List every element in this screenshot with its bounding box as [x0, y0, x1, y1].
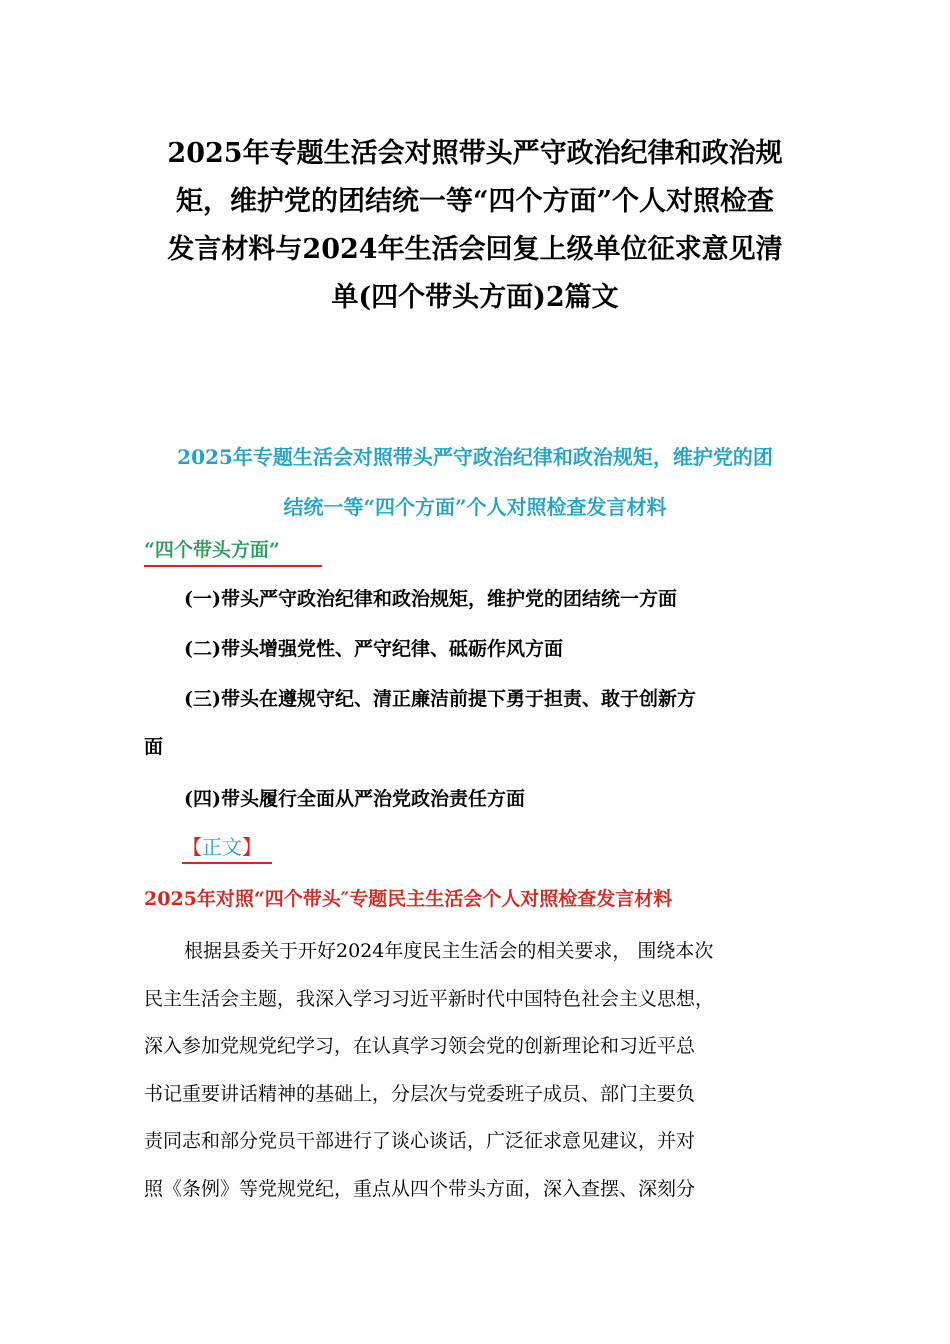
- list-item-text: (一)带头严守政治纪律和政治规矩，维护党的团结统一方面: [184, 588, 677, 610]
- body-line: 民主生活会主题，我深入学习习近平新时代中国特色社会主义思想，: [144, 987, 715, 1010]
- subtitle-line: 2025年专题生活会对照带头严守政治纪律和政治规矩，维护党的团: [177, 445, 773, 469]
- list-item-text: 面: [144, 736, 164, 758]
- title-line: 矩，维护党的团结统一等“四个方面”个人对照检查: [175, 186, 775, 217]
- body-paragraph: [144, 928, 824, 1214]
- list-item: [144, 625, 814, 673]
- document-title: [110, 130, 840, 322]
- body-line: 照《条例》等党规党纪，重点从四个带头方面，深入查摆、深刻分: [144, 1177, 696, 1200]
- document-subtitle: [110, 432, 840, 532]
- left-bracket: 【: [182, 835, 202, 859]
- section-label: “四个带头方面”: [144, 539, 280, 561]
- section-heading: 2025年对照“四个带头″专题民主生活会个人对照检查发言材料: [144, 888, 673, 910]
- right-bracket: 】: [242, 835, 262, 859]
- list-item: [144, 775, 814, 823]
- body-line: 责同志和部分党员干部进行了谈心谈话，广泛征求意见建议，并对: [144, 1130, 696, 1153]
- zhengwen-underline: [182, 862, 272, 864]
- zhengwen-label: [182, 832, 262, 862]
- list-item-text: (四)带头履行全面从严治党政治责任方面: [184, 788, 525, 810]
- list-item-text: (二)带头增强党性、严守纪律、砥砺作风方面: [184, 638, 563, 660]
- list-item-text: (三)带头在遵规守纪、清正廉洁前提下勇于担责、敢于创新方: [184, 688, 696, 710]
- body-line: 书记重要讲话精神的基础上，分层次与党委班子成员、部门主要负: [144, 1082, 696, 1105]
- title-line: 发言材料与2024年生活会回复上级单位征求意见清: [167, 234, 783, 265]
- section-underline: [144, 565, 322, 567]
- zhengwen-text: 正文: [202, 835, 242, 859]
- title-line: 2025年专题生活会对照带头严守政治纪律和政治规: [167, 138, 783, 169]
- list-item: [144, 675, 814, 771]
- title-line: 单(四个带头方面)2篇文: [331, 282, 619, 313]
- subtitle-line: 结统一等“四个方面”个人对照检查发言材料: [283, 495, 667, 519]
- list-item: [144, 575, 814, 623]
- body-line: 深入参加党规党纪学习，在认真学习领会党的创新理论和习近平总: [144, 1035, 696, 1058]
- body-line: 根据县委关于开好2024年度民主生活会的相关要求， 围绕本次: [184, 940, 714, 962]
